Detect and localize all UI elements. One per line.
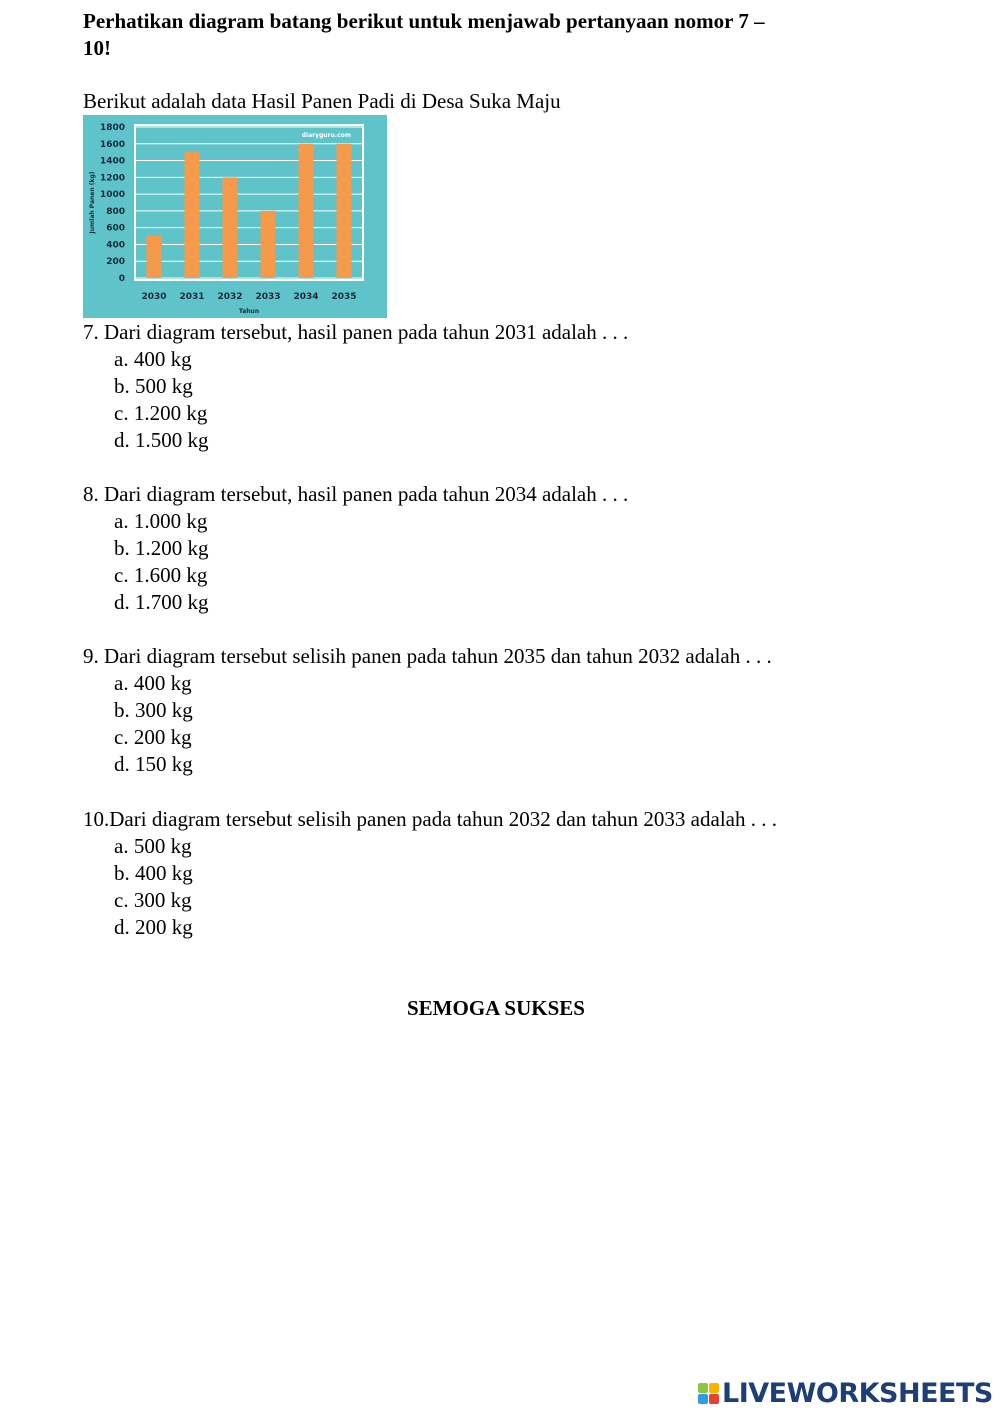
liveworksheets-logo — [698, 1378, 993, 1409]
y-tick-label: 1000 — [99, 190, 125, 201]
bar-2032 — [223, 177, 238, 278]
y-tick-label: 800 — [106, 206, 125, 217]
x-tick-label: 2030 — [141, 292, 167, 302]
question-8: 8. Dari diagram tersebut, hasil panen pada tahun 2034 adalah . . . — [83, 482, 629, 506]
x-tick-label: 2031 — [179, 292, 205, 302]
bar-2030 — [147, 236, 162, 278]
answer-option[interactable]: d. 200 kg — [114, 915, 193, 939]
bar-2031 — [185, 152, 200, 278]
logo-badge-icon — [698, 1383, 719, 1404]
y-axis-label: Jumlah Panen (kg) — [89, 171, 96, 234]
answer-option[interactable]: c. 200 kg — [114, 725, 192, 749]
answer-option[interactable]: b. 500 kg — [114, 374, 193, 398]
y-tick-label: 1600 — [99, 139, 125, 150]
answer-option[interactable]: a. 400 kg — [114, 671, 192, 695]
y-tick-label: 200 — [106, 257, 125, 268]
instruction-line-2: 10! — [83, 36, 111, 60]
y-tick-label: 600 — [106, 223, 125, 234]
answer-option[interactable]: c. 1.200 kg — [114, 401, 208, 425]
plot-border — [135, 125, 363, 280]
answer-option[interactable]: c. 1.600 kg — [114, 563, 208, 587]
answer-option[interactable]: d. 150 kg — [114, 752, 193, 776]
y-tick-label: 1400 — [99, 156, 125, 167]
bar-chart — [83, 115, 387, 318]
watermark: diaryguru.com — [301, 132, 351, 139]
instruction-line-1: Perhatikan diagram batang berikut untuk menjawab pertanyaan nomor 7 – — [83, 9, 765, 33]
x-tick-label: 2035 — [331, 292, 357, 302]
chart-intro: Berikut adalah data Hasil Panen Padi di Desa Suka Maju — [83, 89, 561, 113]
closing-text: SEMOGA SUKSES — [407, 996, 585, 1020]
x-axis-label: Tahun — [238, 308, 260, 315]
answer-option[interactable]: d. 1.500 kg — [114, 428, 209, 452]
question-9: 9. Dari diagram tersebut selisih panen pada tahun 2035 dan tahun 2032 adalah . . . — [83, 644, 772, 668]
answer-option[interactable]: d. 1.700 kg — [114, 590, 209, 614]
bar-2034 — [299, 144, 314, 278]
answer-option[interactable]: a. 500 kg — [114, 834, 192, 858]
x-tick-label: 2033 — [255, 292, 281, 302]
answer-option[interactable]: a. 400 kg — [114, 347, 192, 371]
y-tick-label: 0 — [118, 274, 125, 284]
answer-option[interactable]: c. 300 kg — [114, 888, 192, 912]
answer-option[interactable]: b. 400 kg — [114, 861, 193, 885]
bar-2035 — [337, 144, 352, 278]
answer-option[interactable]: b. 300 kg — [114, 698, 193, 722]
y-tick-label: 1200 — [99, 173, 125, 184]
bar-2033 — [261, 211, 276, 278]
logo-text: LIVEWORKSHEETS — [722, 1378, 993, 1409]
y-tick-label: 1800 — [99, 123, 125, 133]
x-tick-label: 2032 — [217, 292, 243, 302]
x-tick-label: 2034 — [293, 292, 319, 302]
y-tick-label: 400 — [106, 240, 125, 251]
answer-option[interactable]: b. 1.200 kg — [114, 536, 209, 560]
question-7: 7. Dari diagram tersebut, hasil panen pada tahun 2031 adalah . . . — [83, 320, 629, 344]
answer-option[interactable]: a. 1.000 kg — [114, 509, 208, 533]
question-10: 10.Dari diagram tersebut selisih panen pada tahun 2032 dan tahun 2033 adalah . . . — [83, 807, 777, 831]
